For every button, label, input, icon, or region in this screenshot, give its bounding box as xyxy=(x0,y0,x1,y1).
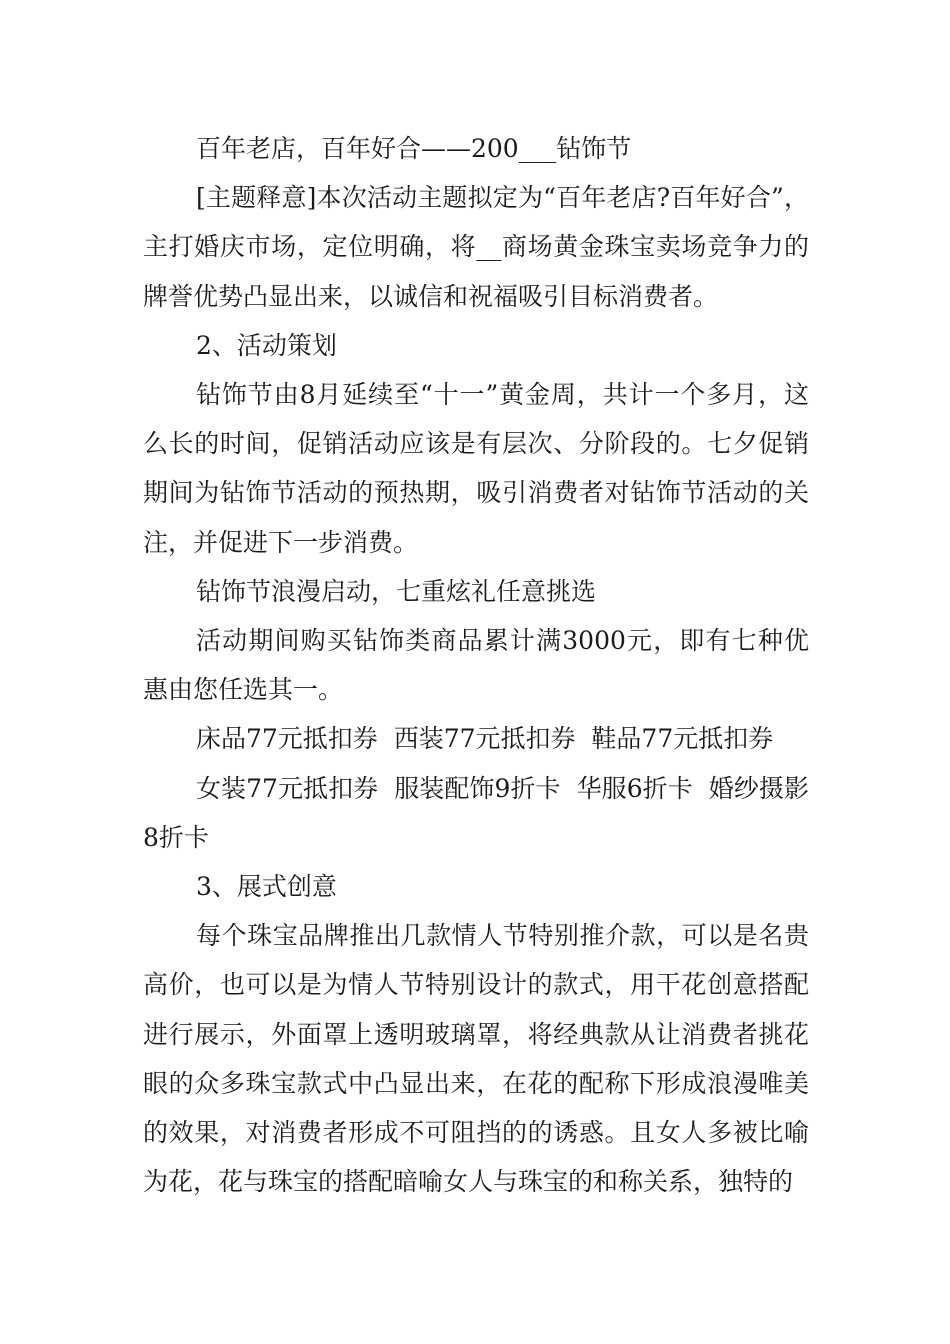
paragraph-purchase-offer: 活动期间购买钻饰类商品累计满3000元，即有七种优惠由您任选其一。 xyxy=(143,626,809,705)
paragraph-theme-explanation: [主题释意]本次活动主题拟定为“百年老店?百年好合”，主打婚庆市场，定位明确，将__商场黄金珠宝卖场竞争力的牌誉优势凸显出来，以诚信和祝福吸引目标消费者。 xyxy=(143,183,809,311)
section-heading-display-creative: 3、展式创意 xyxy=(196,872,337,902)
paragraph-title: 百年老店，百年好合——200___钻饰节 xyxy=(196,134,632,163)
paragraph-coupons-line-2: 女装77元抵扣券 服装配饰9折卡 华服6折卡 婚纱摄影8折卡 xyxy=(143,773,809,852)
paragraph-launch-headline: 钻饰节浪漫启动，七重炫礼任意挑选 xyxy=(196,576,597,606)
document-body xyxy=(143,124,809,1206)
paragraph-activity-plan: 钻饰节由8月延续至“十一”黄金周，共计一个多月，这么长的时间，促销活动应该是有层次、分阶段的。七夕促销期间为钻饰节活动的预热期，吸引消费者对钻饰节活动的关注，并促进下一步消费。 xyxy=(143,380,809,557)
paragraph-display-creative: 每个珠宝品牌推出几款情人节特别推介款，可以是名贵高价，也可以是为情人节特别设计的款式，用干花创意搭配进行展示，外面罩上透明玻璃罩，将经典款从让消费者挑花眼的众多珠宝款式中凸显出来，在花的配称下形成浪漫唯美的效果，对消费者形成不可阻挡的的诱惑。且女人多被比喻为花，花与珠宝的搭配暗喻女人与珠宝的和称关系，独特的 xyxy=(143,921,809,1197)
section-heading-activity-plan: 2、活动策划 xyxy=(196,330,337,360)
paragraph-coupons-line-1: 床品77元抵扣券 西装77元抵扣券 鞋品77元抵扣券 xyxy=(196,724,774,754)
